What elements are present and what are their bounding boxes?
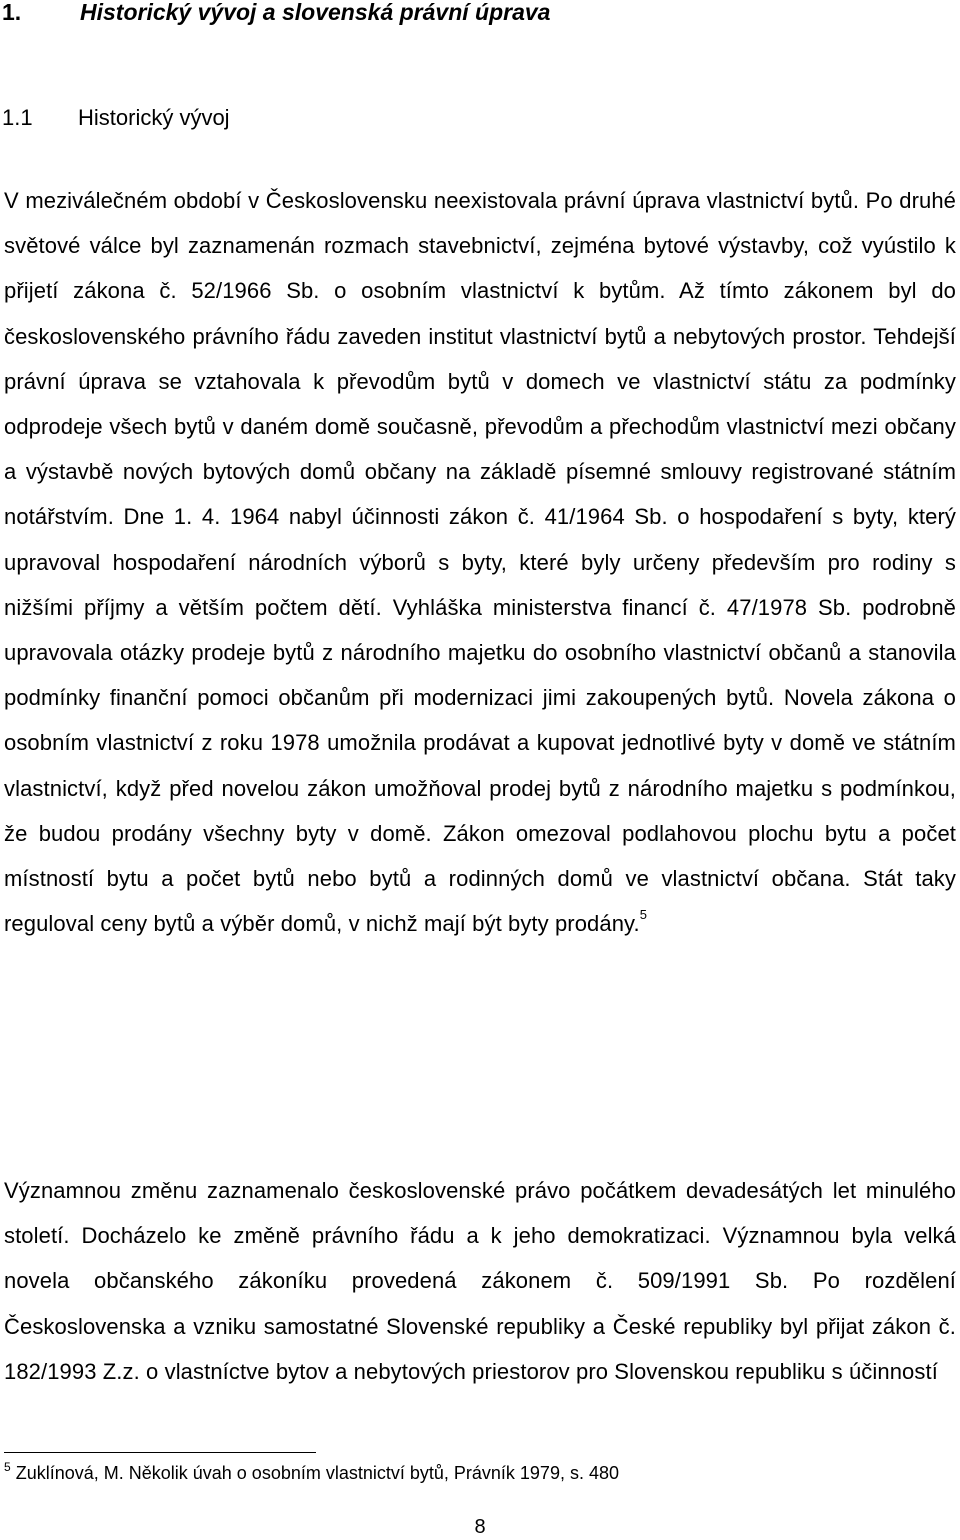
- section-title: Historický vývoj: [78, 105, 230, 130]
- footnote-reference: 5: [639, 907, 648, 923]
- footnote-number: 5: [4, 1460, 11, 1474]
- footnote-divider: [4, 1452, 316, 1453]
- chapter-title: Historický vývoj a slovenská právní úprava: [80, 0, 551, 25]
- body-paragraph-1: [4, 178, 956, 946]
- paragraph-1-text: V meziválečném období v Československu neexistovala právní úprava vlastnictví bytů. Po druhé světové válce byl zaznamenán rozmach stavebnictví, zejména bytové výstavby, což vyústilo k přijetí zákona č. 52/1966 Sb. o osobním vlastnictví k bytům. Až tímto zákonem byl do československého právního řádu zaveden institut vlastnictví bytů a nebytových prostor. Tehdejší právní úprava se vztahovala k převodům bytů v domech ve vlastnictví státu za podmínky odprodeje všech bytů v daném domě současně, převodům a přechodům vlastnictví mezi občany a výstavbě nových bytových domů občany na základě písemné smlouvy registrované státním notářstvím. Dne 1. 4. 1964 nabyl účinnosti zákon č. 41/1964 Sb. o hospodaření s byty, který upravoval hospodaření národních výborů s byty, které byly určeny především pro rodiny s nižšími příjmy a větším počtem dětí. Vyhláška ministerstva financí č. 47/1978 Sb. podrobně upravovala otázky prodeje bytů z národního majetku do osobního vlastnictví občanů a stanovila podmínky finanční pomoci občanům při modernizaci jimi zakoupených bytů. Novela zákona o osobním vlastnictví z roku 1978 umožnila prodávat a kupovat jednotlivé byty v domě ve státním vlastnictví, když před novelou zákon umožňoval prodej bytů z národního majetku s podmínkou, že budou prodány všechny byty v domě. Zákon omezoval podlahovou plochu bytu a počet místností bytu a počet bytů nebo bytů a rodinných domů ve vlastnictví občana. Stát taky reguloval ceny bytů a výběr domů, v nichž mají být byty prodány.: [4, 188, 956, 937]
- page-number: 8: [474, 1516, 486, 1538]
- footnote: [4, 1460, 619, 1486]
- paragraph-2-text: Významnou změnu zaznamenalo československé právo počátkem devadesátých let minulého století. Docházelo ke změně právního řádu a k jeho demokratizaci. Významnou byla velká novela občanského zákoníku provedená zákonem č. 509/1991 Sb. Po rozdělení Československa a vzniku samostatné Slovenské republiky a České republiky byl přijat zákon č. 182/1993 Z.z. o vlastníctve bytov a nebytových priestorov pro Slovenskou republiku s účinností: [4, 1178, 956, 1384]
- chapter-number: 1.: [2, 0, 22, 25]
- body-paragraph-2: [4, 1168, 956, 1394]
- chapter-heading: [2, 0, 550, 28]
- section-heading: [2, 102, 230, 134]
- footnote-text: Zuklínová, M. Několik úvah o osobním vlastnictví bytů, Právník 1979, s. 480: [15, 1463, 619, 1483]
- section-number: 1.1: [2, 105, 33, 130]
